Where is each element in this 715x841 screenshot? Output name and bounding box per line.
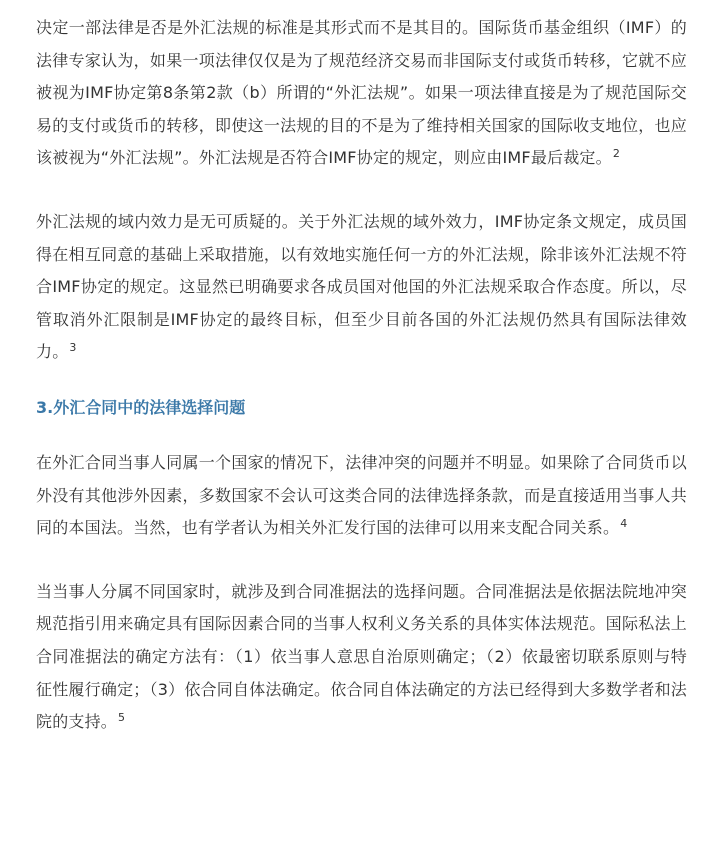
footnote-marker[interactable]: 4	[620, 516, 628, 530]
paragraph-text: 外汇法规的域内效力是无可质疑的。关于外汇法规的域外效力，IMF协定条文规定，成员国得在相互同意的基础上采取措施，以有效地实施任何一方的外汇法规，除非该外汇法规不符合IMF协定的规定。这显然已明确要求各成员国对他国的外汇法规采取合作态度。所以，尽管取消外汇限制是IMF协定的最终目标，但至少目前各国的外汇法规仍然具有国际法律效力。	[36, 211, 687, 362]
paragraph-same-country-parties	[36, 447, 687, 545]
paragraph-spacer	[36, 175, 687, 206]
paragraph-spacer	[36, 424, 687, 447]
footnote-marker[interactable]: 5	[118, 710, 126, 724]
footnote-marker[interactable]: 2	[612, 147, 621, 161]
paragraph-spacer	[36, 369, 687, 392]
paragraph-text: 当当事人分属不同国家时，就涉及到合同准据法的选择问题。合同准据法是依据法院地冲突规范指引用来确定具有国际因素合同的当事人权利义务关系的具体实体法规范。国际私法上合同准据法的确定方法有：（1）依当事人意思自治原则确定；（2）依最密切联系原则与特征性履行确定；（3）依合同自体法确定。依合同自体法确定的方法已经得到大多数学者和法院的支持。	[36, 581, 687, 732]
footnote-marker[interactable]: 3	[69, 341, 77, 355]
section-heading: 3.外汇合同中的法律选择问题	[36, 397, 246, 417]
paragraph-text: 在外汇合同当事人同属一个国家的情况下，法律冲突的问题并不明显。如果除了合同货币以外没有其他涉外因素，多数国家不会认可这类合同的法律选择条款，而是直接适用当事人共同的本国法。当然，也有学者认为相关外汇发行国的法律可以用来支配合同关系。	[36, 452, 687, 538]
paragraph-text: 决定一部法律是否是外汇法规的标准是其形式而不是其目的。国际货币基金组织（IMF）的法律专家认为，如果一项法律仅仅是为了规范经济交易而非国际支付或货币转移，它就不应被视为IMF协定第8条第2款（b）所谓的“外汇法规”。如果一项法律直接是为了规范国际交易的支付或货币的转移，即使这一法规的目的不是为了维持相关国家的国际收支地位，也应该被视为“外汇法规”。外汇法规是否符合IMF协定的规定，则应由IMF最后裁定。	[36, 18, 687, 168]
paragraph-governing-law-choice	[36, 576, 687, 739]
paragraph-foreign-exchange-law-definition	[36, 12, 687, 175]
paragraph-extraterritorial-effect	[36, 206, 687, 369]
paragraph-spacer	[36, 545, 687, 576]
